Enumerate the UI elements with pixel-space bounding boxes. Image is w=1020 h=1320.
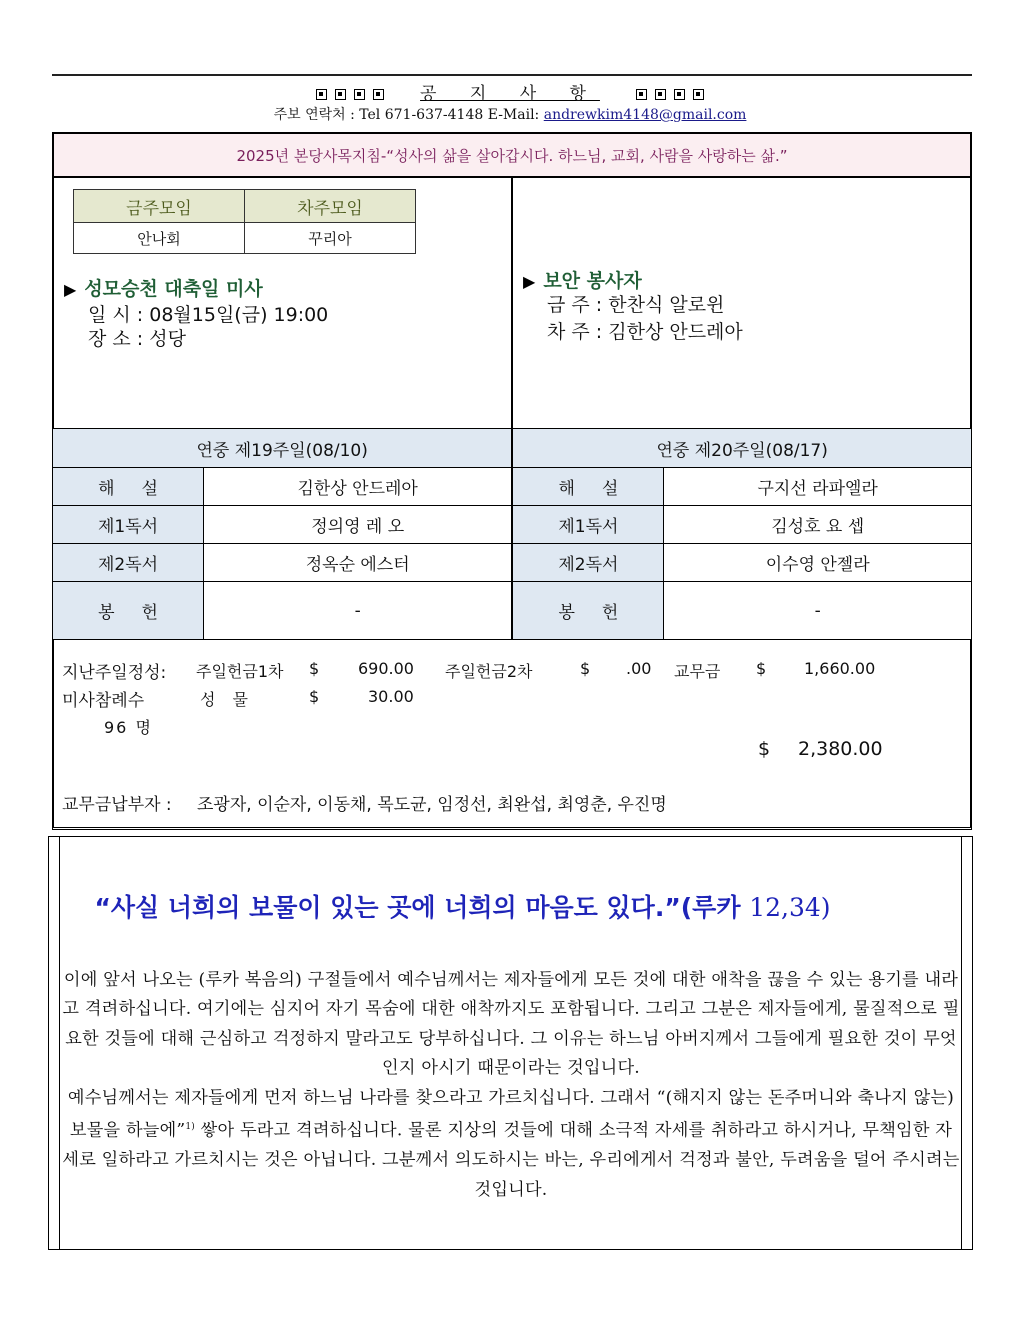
arrow-right-icon: ▶ [523, 272, 536, 291]
email-link[interactable]: andrewkim4148@gmail.com [543, 107, 747, 123]
event-place [88, 324, 186, 351]
total-amount: 2,380.00 [798, 738, 883, 760]
role-cell: 제2독서 [53, 544, 204, 582]
event-time-label: 일 시 [88, 304, 131, 326]
role-cell: 봉 헌 [512, 582, 664, 640]
goods-label: 성 물 [200, 690, 254, 709]
attendance-count: 96 명 [104, 718, 153, 737]
event-time [88, 300, 328, 327]
event-time-value: : 08월15일(금) 19:00 [136, 304, 329, 326]
security-title: 보안 봉사자 [543, 270, 642, 292]
security-this-week [547, 290, 724, 317]
table-row [53, 582, 972, 640]
week2-header: 연중 제20주일(08/17) [512, 429, 971, 468]
edu-fee-amount: 1,660.00 [804, 659, 876, 678]
security-section [523, 266, 642, 293]
role-cell: 제2독서 [512, 544, 664, 582]
meetings-table [73, 189, 416, 254]
quote-reference: 12,34) [749, 893, 831, 922]
table-row [53, 506, 972, 544]
event-section [64, 274, 263, 301]
quote-text: “사실 너희의 보물이 있는 곳에 너희의 마음도 있다.”(루카 [94, 893, 750, 922]
arrow-right-icon: ▶ [64, 280, 77, 299]
edu-fee-currency: $ [756, 659, 767, 678]
week1-header: 연중 제19주일(08/10) [53, 429, 513, 468]
role-cell: 봉 헌 [53, 582, 204, 640]
next-week-meeting: 꾸리아 [245, 223, 416, 254]
notice-header [0, 79, 1020, 104]
first-collection-label: 주일헌금1차 [196, 662, 284, 681]
security-this-value: : 한찬식 알로윈 [595, 294, 725, 316]
scripture-quote [0, 888, 925, 924]
donors-list: 조광자, 이순자, 이동채, 목도균, 임정선, 최완섭, 최영춘, 우진명 [197, 795, 667, 815]
second-collection-label: 주일헌금2차 [445, 662, 533, 681]
week1-minister: 김한상 안드레아 [204, 468, 513, 506]
first-collection-amount: 690.00 [358, 659, 414, 678]
week2-minister: 구지선 라파엘라 [664, 468, 972, 506]
event-title: 성모승천 대축일 미사 [84, 278, 263, 300]
event-place-label: 장 소 [88, 328, 131, 350]
paragraph-2-part-1: 예수님께서는 제자들에게 먼저 하느님 나라를 찾으라고 가르치십니다. 그래서 “(해지지 않는 돈주머니와 축나지 않는) 보물을 하늘에” [67, 1087, 955, 1141]
week2-minister: 김성호 요 셉 [664, 506, 972, 544]
reflection-paragraph-2 [62, 1084, 960, 1205]
footnote-marker: 1) [185, 1122, 196, 1133]
table-row [53, 544, 972, 582]
donors-label: 교무금납부자 : [62, 795, 172, 815]
security-next-value: : 김한상 안드레아 [595, 321, 743, 343]
event-place-value: : 성당 [136, 328, 186, 350]
top-rule [52, 74, 972, 76]
next-week-meeting-header: 차주모임 [245, 190, 416, 223]
edu-fee-label: 교무금 [674, 662, 721, 681]
this-week-meeting: 안나회 [74, 223, 245, 254]
total-currency: $ [758, 738, 771, 760]
attendance-label: 미사참례수 [62, 691, 145, 711]
week1-minister: 정의영 레 오 [204, 506, 513, 544]
service-roster [52, 428, 972, 640]
role-cell: 해 설 [53, 468, 204, 506]
notice-title: 공 지 사 항 [420, 84, 600, 104]
pastoral-motto: 2025년 본당사목지침-“성사의 삶을 살아갑시다. 하느님, 교회, 사람을 사랑하는 삶.” [52, 132, 972, 178]
reflection-body [62, 966, 960, 1205]
this-week-meeting-header: 금주모임 [74, 190, 245, 223]
week2-minister: - [664, 582, 972, 640]
security-next-week [547, 317, 743, 344]
paragraph-2-part-2: 쌓아 두라고 격려하십니다. 물론 지상의 것들에 대해 소극적 자세를 취하라고 하시거나, 무책임한 자세로 일하라고 가르치시는 것은 아닙니다. 그분께서 의도하시는 바는, 우리에게서 걱정과 불안, 두려움을 덜어 주시려는 것입니다. [62, 1120, 960, 1200]
goods-amount: 30.00 [368, 687, 414, 706]
week2-minister: 이수영 안젤라 [664, 544, 972, 582]
role-cell: 제1독서 [53, 506, 204, 544]
second-collection-currency: $ [580, 659, 591, 678]
offering-label: 지난주일정성: [62, 663, 167, 683]
role-cell: 해 설 [512, 468, 664, 506]
week1-minister: 정옥순 에스터 [204, 544, 513, 582]
security-this-label: 금 주 [547, 294, 590, 316]
first-collection-currency: $ [309, 659, 320, 678]
reflection-paragraph-1: 이에 앞서 나오는 (루카 복음의) 구절들에서 예수님께서는 제자들에게 모든 것에 대한 애착을 끊을 수 있는 용기를 내라고 격려하십니다. 여기에는 심지어 자기 목숨에 대한 애착까지도 포함됩니다. 그리고 그분은 제자들에게, 물질적으로 필요한 것들에 대해 근심하고 걱정하지 말라고도 당부하십니다. 그 이유는 하느님 아버지께서 그들에게 필요한 것이 무엇인지 아시기 때문이라는 것입니다. [62, 970, 960, 1079]
role-cell: 제1독서 [512, 506, 664, 544]
table-row [53, 468, 972, 506]
security-next-label: 차 주 [547, 321, 590, 343]
week1-minister: - [204, 582, 513, 640]
contact-text: 주보 연락처 : Tel 671-637-4148 E-Mail: [273, 107, 540, 123]
contact-line [0, 104, 1020, 124]
second-collection-amount: .00 [626, 659, 652, 678]
goods-currency: $ [309, 687, 320, 706]
